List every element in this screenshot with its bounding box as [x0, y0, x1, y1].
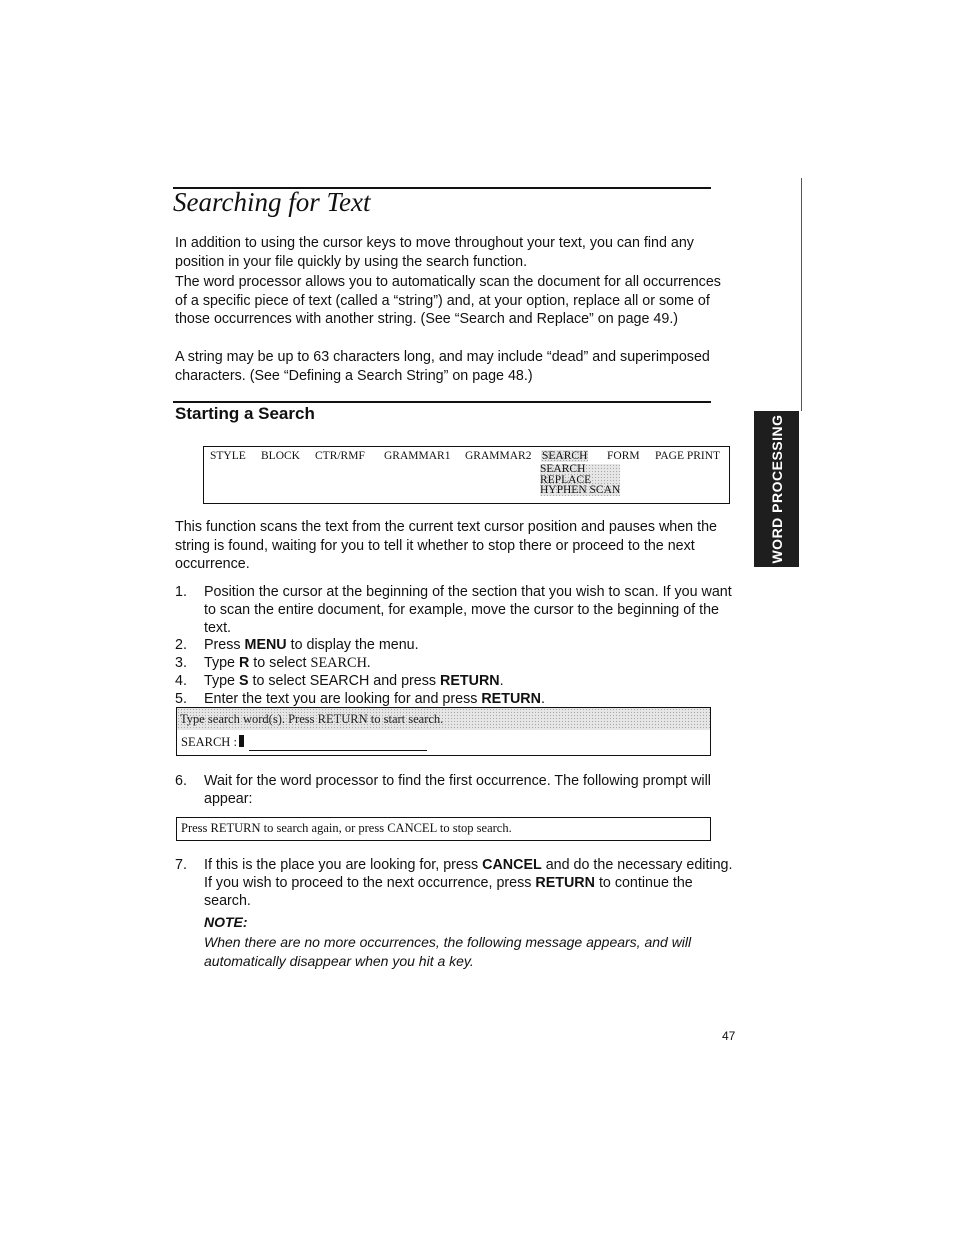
menu-item-form: FORM: [607, 450, 640, 462]
note-label: NOTE:: [204, 914, 248, 930]
menu-item-style: STYLE: [210, 450, 246, 462]
section-side-tab: WORD PROCESSING: [754, 411, 799, 567]
search-field: SEARCH :: [181, 735, 244, 750]
submenu-item-hyphen-scan: HYPHEN SCAN: [540, 484, 621, 496]
intro-paragraph-3: A string may be up to 63 characters long, and may include “dead” and superimposed characters. (See “Defining a Search String” on page 48.): [175, 349, 710, 384]
page-number: 47: [722, 1029, 736, 1043]
search-submenu: [540, 464, 620, 496]
return-prompt-illustration: Press RETURN to search again, or press CANCEL to stop search.: [176, 817, 711, 841]
menu-item-page-print: PAGE PRINT: [655, 450, 721, 462]
note-text: When there are no more occurrences, the following message appears, and will automatically disappear when you hit a key.: [204, 934, 692, 969]
intro-paragraph-1: In addition to using the cursor keys to move throughout your text, you can find any position in your file quickly by using the search function.: [175, 235, 694, 270]
menu-item-search-highlighted: SEARCH: [542, 450, 588, 462]
menu-bar-illustration: [203, 446, 730, 504]
section-rule: [173, 401, 711, 403]
section-heading: Starting a Search: [175, 404, 315, 423]
menu-item-grammar1: GRAMMAR1: [384, 450, 451, 462]
search-prompt-line: Type search word(s). Press RETURN to start search.: [177, 708, 710, 730]
search-field-underline: [249, 750, 427, 751]
intro-paragraph-2: The word processor allows you to automatically scan the document for all occurrences of a specific piece of text (called a “string”) and, at your option, replace all or some of those occurrences with another string. (See “Search and Replace” on page 49.): [175, 274, 721, 327]
margin-line: [801, 178, 802, 411]
submenu-item-search: SEARCH: [540, 463, 586, 475]
search-prompt-illustration: [176, 707, 711, 756]
function-description: This function scans the text from the current text cursor position and pauses when the string is found, waiting for you to tell it whether to stop there or proceed to the next occurrence.: [175, 519, 717, 572]
menu-item-block: BLOCK: [261, 450, 300, 462]
menu-item-grammar2: GRAMMAR2: [465, 450, 532, 462]
text-cursor-icon: [239, 735, 244, 747]
submenu-item-replace: REPLACE: [540, 473, 592, 486]
page-title: Searching for Text: [173, 187, 371, 217]
menu-item-ctr-rmf: CTR/RMF: [315, 450, 365, 462]
